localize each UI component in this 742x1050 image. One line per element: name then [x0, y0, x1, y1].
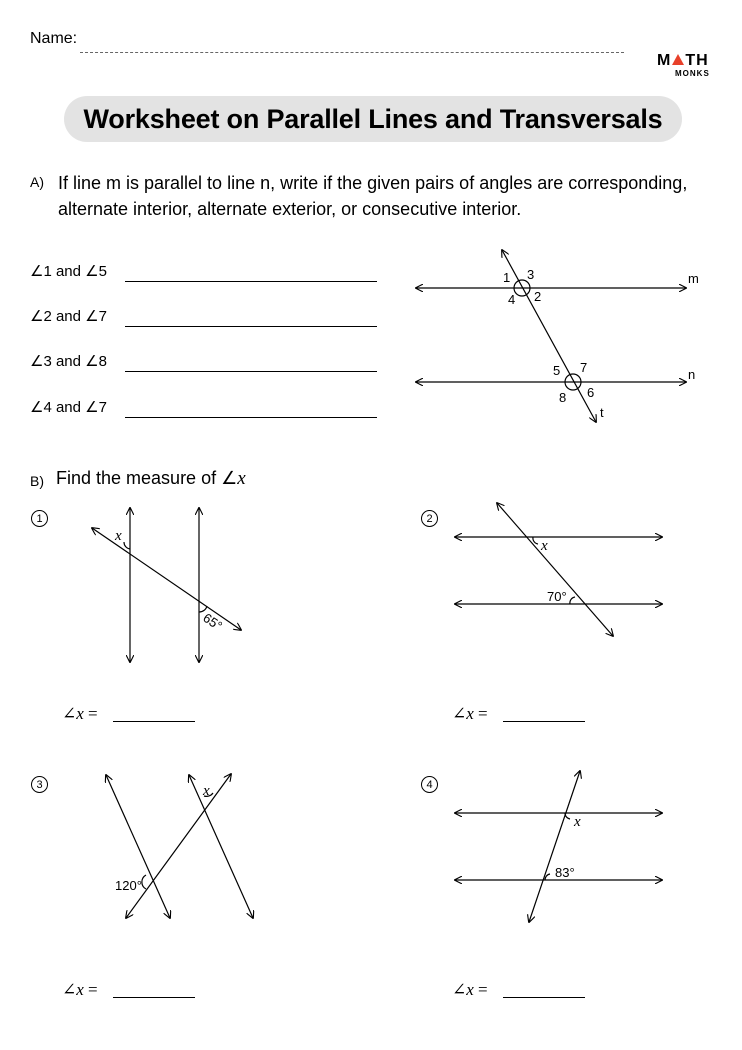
answer-variable-4: x — [466, 980, 474, 999]
name-label: Name: — [30, 30, 78, 47]
angle-pair-label-4: ∠4 and ∠7 — [30, 399, 107, 416]
problem-2-transversal — [497, 503, 613, 636]
problem-number-4: 4 — [421, 776, 438, 793]
section-a-letter: A) — [30, 174, 44, 190]
section-b-prompt-text: Find the measure of ∠ — [56, 468, 238, 488]
page-title: Worksheet on Parallel Lines and Transversals — [83, 103, 663, 134]
angle-label-8: 8 — [559, 390, 567, 405]
angle-pair-label-1: ∠1 and ∠5 — [30, 263, 107, 280]
problem-1-given-angle: 65° — [200, 610, 226, 634]
answer-angle-symbol-2: ∠ — [452, 704, 467, 723]
problem-3-x-label: x — [203, 783, 210, 799]
problem-1-angle-arc-x — [124, 542, 130, 549]
problem-3-angle-arc-120 — [142, 875, 146, 889]
parallel-lines-diagram — [416, 250, 686, 422]
problem-3-transversal — [126, 774, 231, 918]
problem-2-angle-arc-x — [533, 537, 538, 544]
answer-angle-symbol-4: ∠ — [452, 980, 467, 999]
angle-label-2: 2 — [534, 289, 542, 304]
answer-angle-symbol-3: ∠ — [62, 980, 77, 999]
answer-variable-2: x — [466, 704, 474, 723]
problem-4-given-angle: 83° — [555, 865, 575, 880]
problem-4-x-label: x — [574, 814, 581, 830]
problem-3-given-angle: 120° — [115, 878, 142, 893]
problem-2-x-label: x — [541, 538, 548, 554]
angle-label-4: 4 — [508, 292, 516, 307]
answer-variable-3: x — [76, 980, 84, 999]
angle-label-7: 7 — [580, 360, 588, 375]
angle-pair-label-2: ∠2 and ∠7 — [30, 308, 107, 325]
answer-equals-2: = — [473, 704, 488, 723]
line-label-n: n — [688, 367, 696, 382]
problem-2-angle-arc-70 — [570, 597, 575, 604]
answer-equals-3: = — [83, 980, 98, 999]
section-a-instructions: If line m is parallel to line n, write if the given pairs of angles are corresponding, alternate interior, alternate exterior, or consecutive interior. — [58, 173, 688, 219]
section-b-letter: B) — [30, 473, 44, 489]
problem-number-1: 1 — [31, 510, 48, 527]
answer-equals-1: = — [83, 704, 98, 723]
line-label-m: m — [688, 271, 699, 286]
line-t — [502, 250, 596, 422]
problem-4-figure — [455, 771, 662, 922]
problem-4-transversal — [529, 771, 580, 922]
answer-equals-4: = — [473, 980, 488, 999]
angle-label-3: 3 — [527, 267, 535, 282]
problem-3-line-a — [106, 775, 170, 918]
logo-text-th: TH — [685, 52, 709, 69]
problem-1-x-label: x — [115, 528, 122, 544]
angle-label-5: 5 — [553, 363, 561, 378]
problem-4-angle-arc-83 — [545, 874, 550, 880]
problem-2-given-angle: 70° — [547, 589, 567, 604]
angle-label-6: 6 — [587, 385, 595, 400]
answer-variable-1: x — [76, 704, 84, 723]
problem-3-figure — [106, 774, 253, 918]
problem-3-line-b — [189, 775, 253, 918]
logo-text-m: M — [657, 52, 672, 69]
logo-subtext: MONKS — [675, 69, 710, 78]
problem-number-3: 3 — [31, 776, 48, 793]
section-b-variable: x — [237, 468, 246, 489]
line-label-t: t — [600, 405, 604, 420]
problem-number-2: 2 — [421, 510, 438, 527]
problem-1-angle-arc-65 — [199, 606, 207, 612]
angle-label-1: 1 — [503, 270, 511, 285]
problem-2-figure — [455, 503, 662, 636]
answer-angle-symbol-1: ∠ — [62, 704, 77, 723]
angle-pair-label-3: ∠3 and ∠8 — [30, 353, 107, 370]
